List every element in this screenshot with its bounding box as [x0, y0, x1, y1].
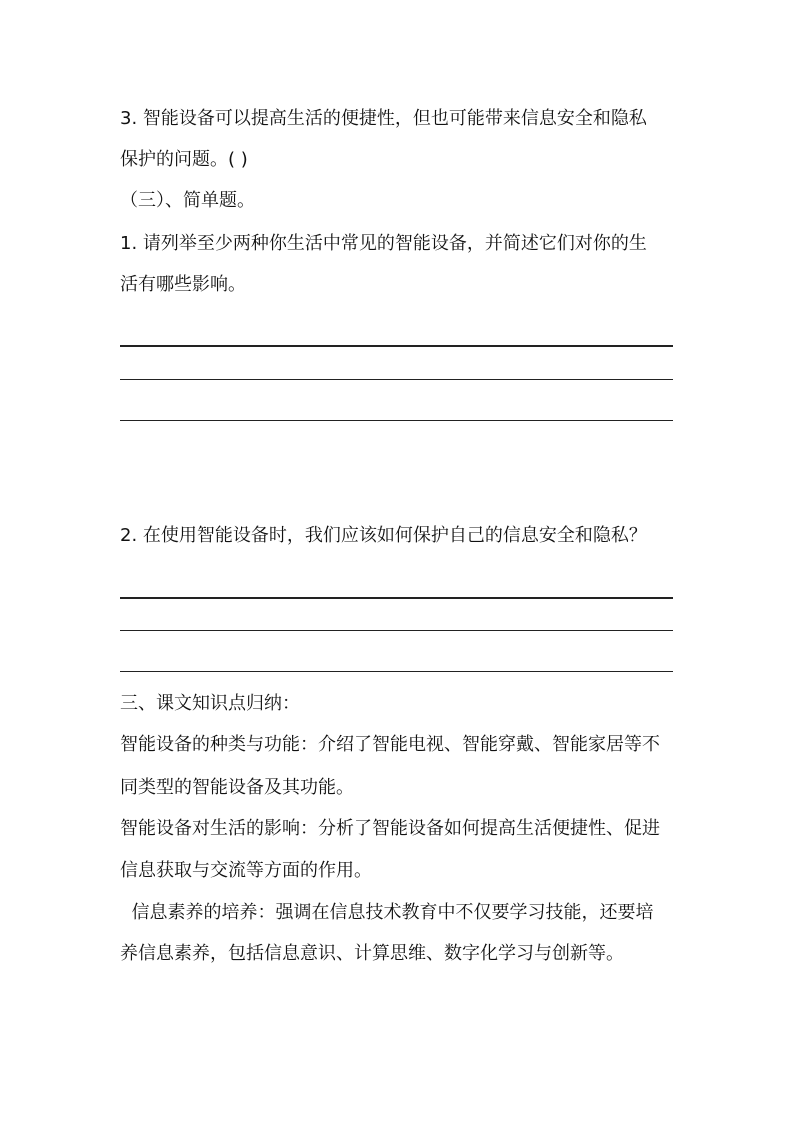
summary-paragraph-3-line-1: 信息素养的培养：强调在信息技术教育中不仅要学习技能，还要培	[120, 902, 654, 923]
question-3-line-2: 保护的问题。( )	[120, 149, 248, 170]
answer-line-4[interactable]	[120, 597, 673, 599]
question-1-line-2: 活有哪些影响。	[120, 274, 246, 295]
answer-line-5[interactable]	[120, 630, 673, 631]
answer-line-1[interactable]	[120, 345, 673, 347]
answer-line-6[interactable]	[120, 671, 673, 672]
answer-line-2[interactable]	[120, 379, 673, 380]
question-1-line-1: 1. 请列举至少两种你生活中常见的智能设备，并简述它们对你的生	[120, 233, 647, 254]
summary-paragraph-1-line-1: 智能设备的种类与功能：介绍了智能电视、智能穿戴、智能家居等不	[120, 734, 660, 755]
summary-paragraph-2-line-2: 信息获取与交流等方面的作用。	[120, 860, 372, 881]
summary-paragraph-2-line-1: 智能设备对生活的影响：分析了智能设备如何提高生活便捷性、促进	[120, 818, 660, 839]
summary-paragraph-1-line-2: 同类型的智能设备及其功能。	[120, 777, 354, 798]
question-3-line-1: 3. 智能设备可以提高生活的便捷性，但也可能带来信息安全和隐私	[120, 108, 647, 129]
section-heading-short-answer: （三）、简单题。	[120, 190, 255, 211]
answer-line-3[interactable]	[120, 420, 673, 421]
question-2: 2. 在使用智能设备时，我们应该如何保护自己的信息安全和隐私？	[120, 525, 647, 546]
section-heading-summary: 三、课文知识点归纳：	[120, 693, 300, 714]
summary-paragraph-3-line-2: 养信息素养，包括信息意识、计算思维、数字化学习与创新等。	[120, 943, 624, 964]
